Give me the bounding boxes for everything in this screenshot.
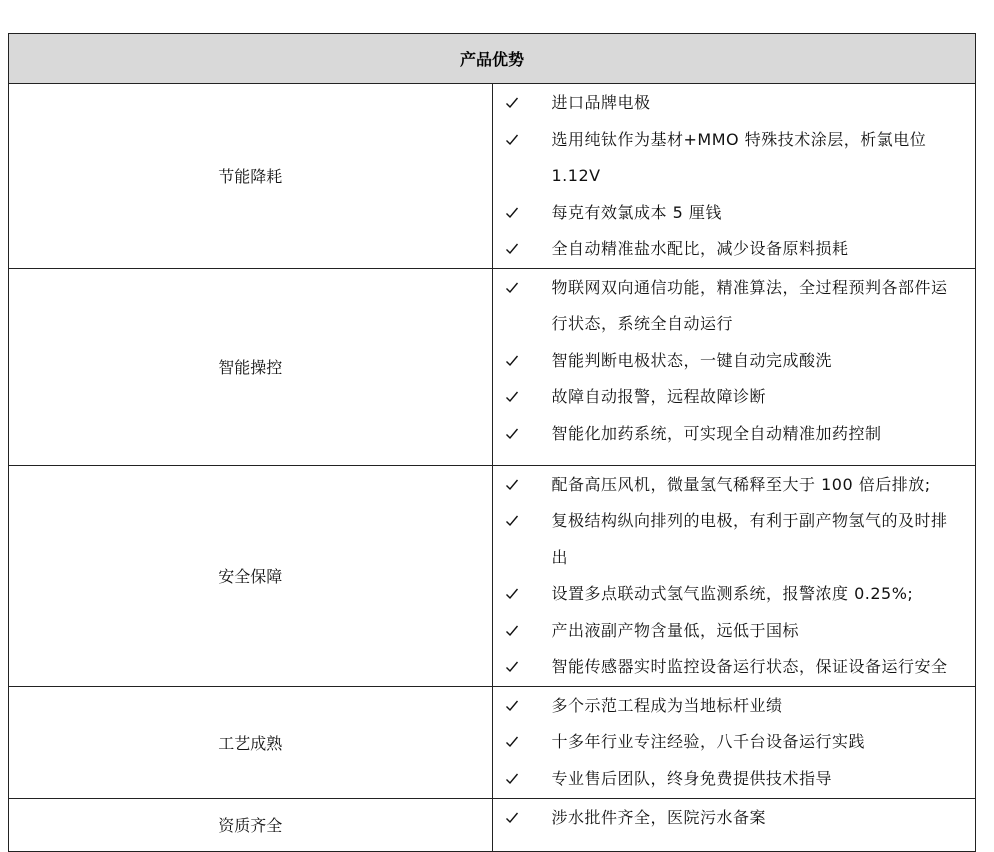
check-icon [505,688,519,725]
list-item [493,379,976,416]
item-text: 多个示范工程成为当地标杆业绩 [551,695,783,715]
list-item [493,503,976,576]
item-text: 智能化加药系统，可实现全自动精准加药控制 [551,423,882,443]
item-text: 故障自动报警，远程故障诊断 [551,387,767,406]
list-item [493,416,976,453]
items-cell [492,268,976,465]
check-icon [505,416,519,453]
item-text: 配备高压风机，微量氢气稀释至大于 100 倍后排放; [551,474,931,494]
item-list [493,270,976,453]
table-row [9,686,976,798]
check-icon [505,231,519,268]
table-row [9,798,976,851]
list-item [493,467,976,504]
check-icon [505,195,519,232]
items-cell [492,798,976,851]
item-list [493,467,976,686]
check-icon [505,576,519,613]
table-row [9,465,976,686]
table-header-row [9,34,976,84]
item-text: 选用纯钛作为基材+MMO 特殊技术涂层，析氯电位 1.12V [551,129,927,185]
item-text: 物联网双向通信功能，精准算法，全过程预判各部件运行状态，系统全自动运行 [551,277,948,333]
check-icon [505,649,519,686]
list-item [493,649,976,686]
list-item [493,122,976,195]
category-certification: 资质齐全 [9,798,493,851]
category-energy-saving: 节能降耗 [9,84,493,269]
item-text: 复极结构纵向排列的电极，有利于副产物氢气的及时排出 [551,511,948,567]
table-row [9,268,976,465]
item-text: 专业售后团队，终身免费提供技术指导 [551,768,833,788]
list-item [493,270,976,343]
item-list [493,688,976,798]
list-item [493,761,976,798]
table-header: 产品优势 [9,34,976,84]
check-icon [505,724,519,761]
check-icon [505,270,519,307]
check-icon [505,379,519,416]
check-icon [505,503,519,540]
item-text: 智能判断电极状态，一键自动完成酸洗 [551,350,833,370]
items-cell [492,686,976,798]
product-advantages-table-wrap [8,33,976,852]
items-cell [492,465,976,686]
item-text: 每克有效氯成本 5 厘钱 [551,202,722,222]
category-smart-control: 智能操控 [9,268,493,465]
product-advantages-table [8,33,976,852]
list-item [493,576,976,613]
list-item [493,688,976,725]
item-text: 智能传感器实时监控设备运行状态，保证设备运行安全 [551,657,948,676]
item-text: 十多年行业专注经验，八千台设备运行实践 [551,732,866,751]
category-safety: 安全保障 [9,465,493,686]
table-row [9,84,976,269]
check-icon [505,122,519,159]
item-text: 涉水批件齐全，医院污水备案 [551,807,767,827]
check-icon [505,800,519,837]
check-icon [505,343,519,380]
list-item [493,231,976,268]
items-cell [492,84,976,269]
list-item [493,195,976,232]
list-item [493,724,976,761]
check-icon [505,467,519,504]
list-item [493,343,976,380]
list-item [493,800,976,837]
list-item [493,85,976,122]
item-text: 全自动精准盐水配比，减少设备原料损耗 [551,239,849,258]
category-mature-process: 工艺成熟 [9,686,493,798]
item-text: 产出液副产物含量低，远低于国标 [551,620,800,640]
item-list [493,85,976,268]
item-text: 设置多点联动式氢气监测系统，报警浓度 0.25%; [551,584,914,603]
list-item [493,613,976,650]
check-icon [505,761,519,798]
check-icon [505,85,519,122]
item-text: 进口品牌电极 [551,93,651,112]
check-icon [505,613,519,650]
item-list [493,800,976,837]
